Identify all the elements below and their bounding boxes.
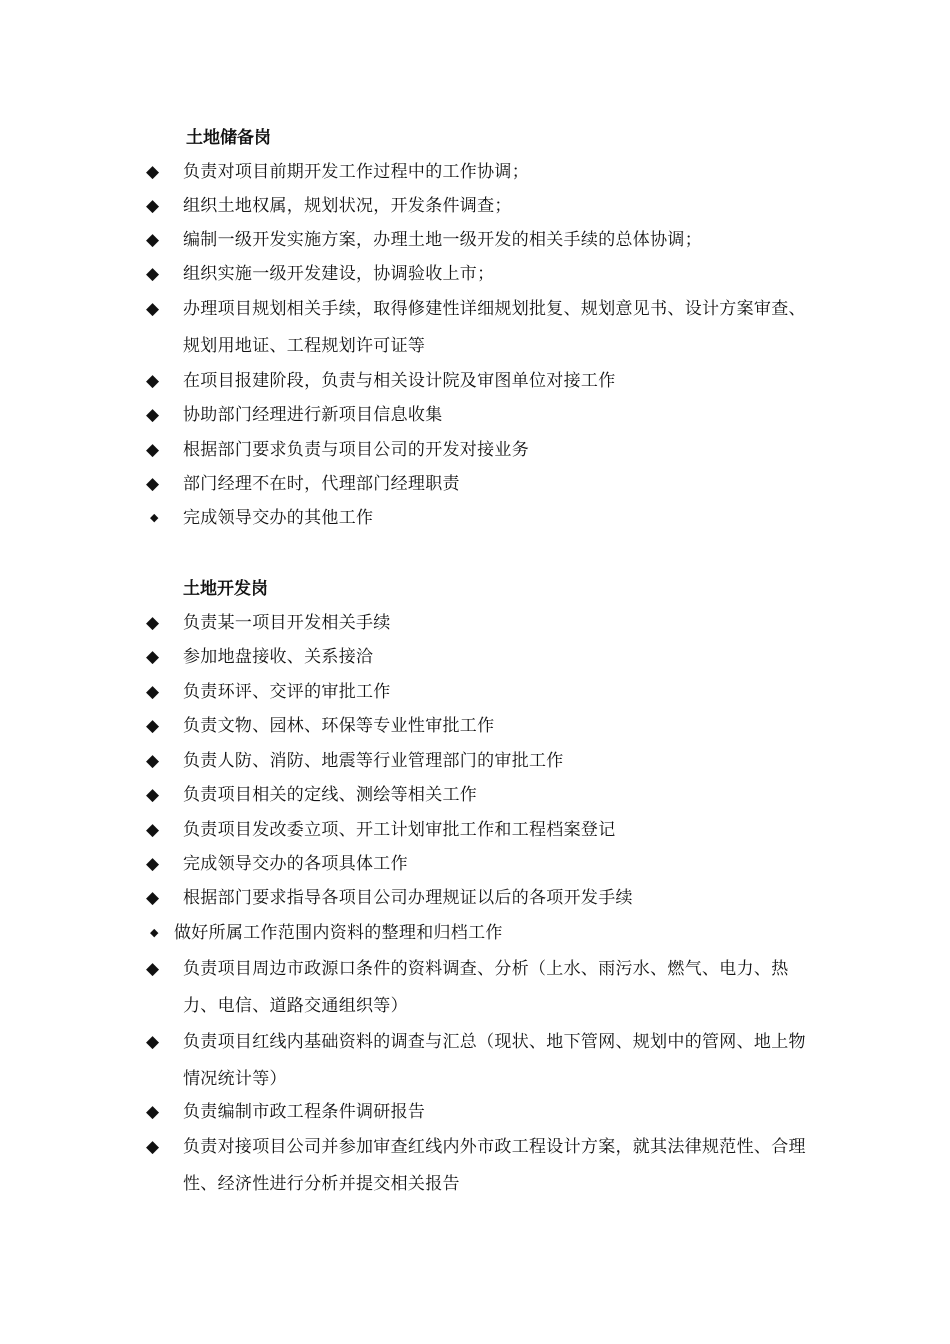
- diamond-bullet-icon: ◆: [146, 751, 160, 771]
- diamond-bullet-icon: ◆: [146, 299, 160, 319]
- list-item-text: 部门经理不在时，代理部门经理职责: [183, 474, 460, 494]
- list-item-text: 完成领导交办的各项具体工作: [183, 854, 408, 874]
- diamond-bullet-icon: ◆: [146, 1137, 160, 1157]
- list-item-text: 编制一级开发实施方案，办理土地一级开发的相关手续的总体协调；: [183, 230, 702, 250]
- list-item-text: 负责环评、交评的审批工作: [183, 682, 391, 702]
- list-item-text: 负责项目红线内基础资料的调查与汇总（现状、地下管网、规划中的管网、地上物情况统计等）: [183, 1032, 806, 1089]
- list-item-text: 负责编制市政工程条件调研报告: [183, 1102, 426, 1122]
- list-item-text: 参加地盘接收、关系接洽: [183, 647, 374, 667]
- list-item-text: 办理项目规划相关手续，取得修建性详细规划批复、规划意见书、设计方案审查、规划用地证、工程规划许可证等: [183, 299, 806, 356]
- list-item-text: 负责对项目前期开发工作过程中的工作协调；: [183, 162, 529, 182]
- list-item-text: 负责对接项目公司并参加审查红线内外市政工程设计方案，就其法律规范性、合理性、经济性进行分析并提交相关报告: [183, 1137, 806, 1194]
- diamond-bullet-icon: ◆: [146, 371, 160, 391]
- diamond-bullet-icon: ◆: [146, 613, 160, 633]
- list-item-text: 组织土地权属，规划状况，开发条件调查；: [183, 196, 512, 216]
- diamond-bullet-icon: ◆: [146, 440, 160, 460]
- diamond-bullet-icon: ◆: [146, 647, 160, 667]
- list-item-text: 负责某一项目开发相关手续: [183, 613, 391, 633]
- diamond-bullet-icon: ◆: [146, 162, 160, 182]
- list-item-text: 完成领导交办的其他工作: [183, 508, 374, 528]
- list-item-text: 协助部门经理进行新项目信息收集: [183, 405, 443, 425]
- list-item-text: 根据部门要求指导各项目公司办理规证以后的各项开发手续: [183, 888, 633, 908]
- list-item-text: 组织实施一级开发建设，协调验收上市；: [183, 264, 495, 284]
- diamond-bullet-icon: ◆: [146, 264, 160, 284]
- diamond-bullet-icon: ◆: [146, 474, 160, 494]
- diamond-bullet-icon: ◆: [146, 405, 160, 425]
- diamond-bullet-icon: ◆: [146, 230, 160, 250]
- list-item-text: 做好所属工作范围内资料的整理和归档工作: [174, 923, 503, 943]
- diamond-bullet-icon: ◆: [146, 888, 160, 908]
- diamond-bullet-icon: ◆: [146, 196, 160, 216]
- section-heading-land-reserve: 土地储备岗: [186, 128, 271, 148]
- list-item-text: 负责项目周边市政源口条件的资料调查、分析（上水、雨污水、燃气、电力、热力、电信、道路交通组织等）: [183, 959, 789, 1016]
- list-item-text: 负责项目相关的定线、测绘等相关工作: [183, 785, 478, 805]
- diamond-bullet-icon: ◆: [146, 1102, 160, 1122]
- diamond-bullet-icon: ◆: [146, 959, 160, 979]
- list-item-text: 在项目报建阶段，负责与相关设计院及审图单位对接工作: [183, 371, 616, 391]
- list-item-text: 负责文物、园林、环保等专业性审批工作: [183, 716, 495, 736]
- list-item-text: 负责人防、消防、地震等行业管理部门的审批工作: [183, 751, 564, 771]
- diamond-bullet-icon: ◆: [146, 854, 160, 874]
- list-item-text: 负责项目发改委立项、开工计划审批工作和工程档案登记: [183, 820, 616, 840]
- diamond-bullet-icon: ◆: [146, 820, 160, 840]
- diamond-bullet-icon: ◆: [146, 682, 160, 702]
- diamond-bullet-icon: ◆: [146, 716, 160, 736]
- diamond-bullet-icon: ◆: [146, 1032, 160, 1052]
- diamond-bullet-icon: ◆: [150, 926, 159, 939]
- diamond-bullet-icon: ◆: [150, 511, 159, 524]
- list-item-text: 根据部门要求负责与项目公司的开发对接业务: [183, 440, 529, 460]
- section-heading-land-development: 土地开发岗: [183, 579, 268, 599]
- diamond-bullet-icon: ◆: [146, 785, 160, 805]
